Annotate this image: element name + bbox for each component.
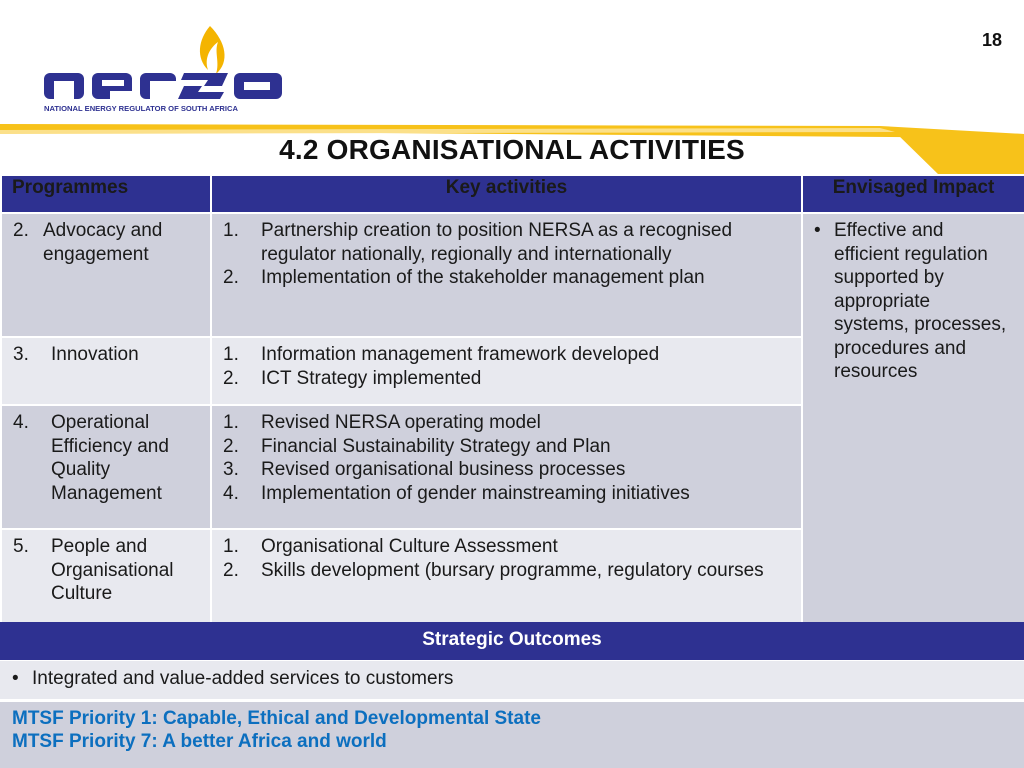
activities-table	[0, 174, 1024, 626]
programme-name: Operational Efficiency and Quality Management	[51, 412, 169, 504]
mtsf-priority-1: MTSF Priority 1: Capable, Ethical and Developmental State	[12, 708, 541, 729]
strategic-outcome-text: Integrated and value-added services to customers	[32, 668, 454, 689]
programme-number: 4.	[13, 412, 29, 433]
impact-cell	[802, 213, 1024, 625]
header-envisaged-impact: Envisaged Impact	[802, 175, 1024, 213]
programme-cell	[1, 337, 211, 405]
programme-number: 5.	[13, 536, 29, 557]
activity-text: ICT Strategy implemented	[261, 367, 482, 389]
activity-number: 1.	[223, 344, 239, 365]
activity-text: Skills development (bursary programme, regulatory courses	[261, 559, 764, 581]
programme-number: 3.	[13, 344, 29, 365]
activity-text: Revised organisational business processes	[261, 459, 626, 480]
header-programmes: Programmes	[1, 175, 211, 213]
activities-cell	[211, 337, 802, 405]
programme-number: 2.	[13, 220, 29, 241]
activity-number: 2.	[223, 435, 239, 457]
mtsf-priority-7: MTSF Priority 7: A better Africa and world	[12, 731, 387, 752]
nersa-logo	[38, 18, 308, 113]
page-number: 18	[981, 30, 1002, 50]
activity-number: 2.	[223, 559, 239, 581]
programme-name: Advocacy and engagement	[43, 220, 163, 265]
strategic-outcomes-header: Strategic Outcomes	[0, 622, 1024, 660]
activity-number: 1.	[223, 536, 239, 557]
activities-cell	[211, 213, 802, 337]
activity-text: Financial Sustainability Strategy and Plan	[261, 435, 611, 457]
programme-cell	[1, 529, 211, 625]
bullet-icon: •	[814, 220, 821, 241]
activity-text: Implementation of gender mainstreaming initiatives	[261, 482, 690, 504]
activity-text: Partnership creation to position NERSA as a recognised regulator nationally, regionally and internationally	[261, 220, 733, 265]
activity-text: Organisational Culture Assessment	[261, 536, 558, 557]
impact-text: Effective and efficient regulation supported by appropriate systems, processes, procedures and resources	[834, 220, 1007, 382]
activity-text: Revised NERSA operating model	[261, 412, 541, 433]
activities-cell	[211, 405, 802, 529]
table-row	[1, 213, 1024, 337]
programme-name: People and Organisational Culture	[51, 536, 174, 604]
programme-name: Innovation	[51, 344, 139, 365]
programme-cell	[1, 405, 211, 529]
activity-number: 2.	[223, 367, 239, 389]
activity-number: 1.	[223, 220, 239, 241]
activity-text: Implementation of the stakeholder management plan	[261, 267, 705, 288]
activity-number: 3.	[223, 459, 239, 480]
header-key-activities: Key activities	[211, 175, 802, 213]
activity-number: 4.	[223, 482, 239, 504]
activity-number: 1.	[223, 412, 239, 433]
strategic-outcome-item	[0, 661, 1024, 699]
activities-cell	[211, 529, 802, 625]
programme-cell	[1, 213, 211, 337]
logo-tagline: NATIONAL ENERGY REGULATOR OF SOUTH AFRICA	[44, 104, 238, 113]
page-title: 4.2 ORGANISATIONAL ACTIVITIES	[279, 134, 745, 165]
activity-text: Information management framework developed	[261, 344, 660, 365]
mtsf-priorities	[0, 702, 1024, 768]
bullet-icon: •	[12, 668, 19, 689]
activity-number: 2.	[223, 267, 239, 288]
